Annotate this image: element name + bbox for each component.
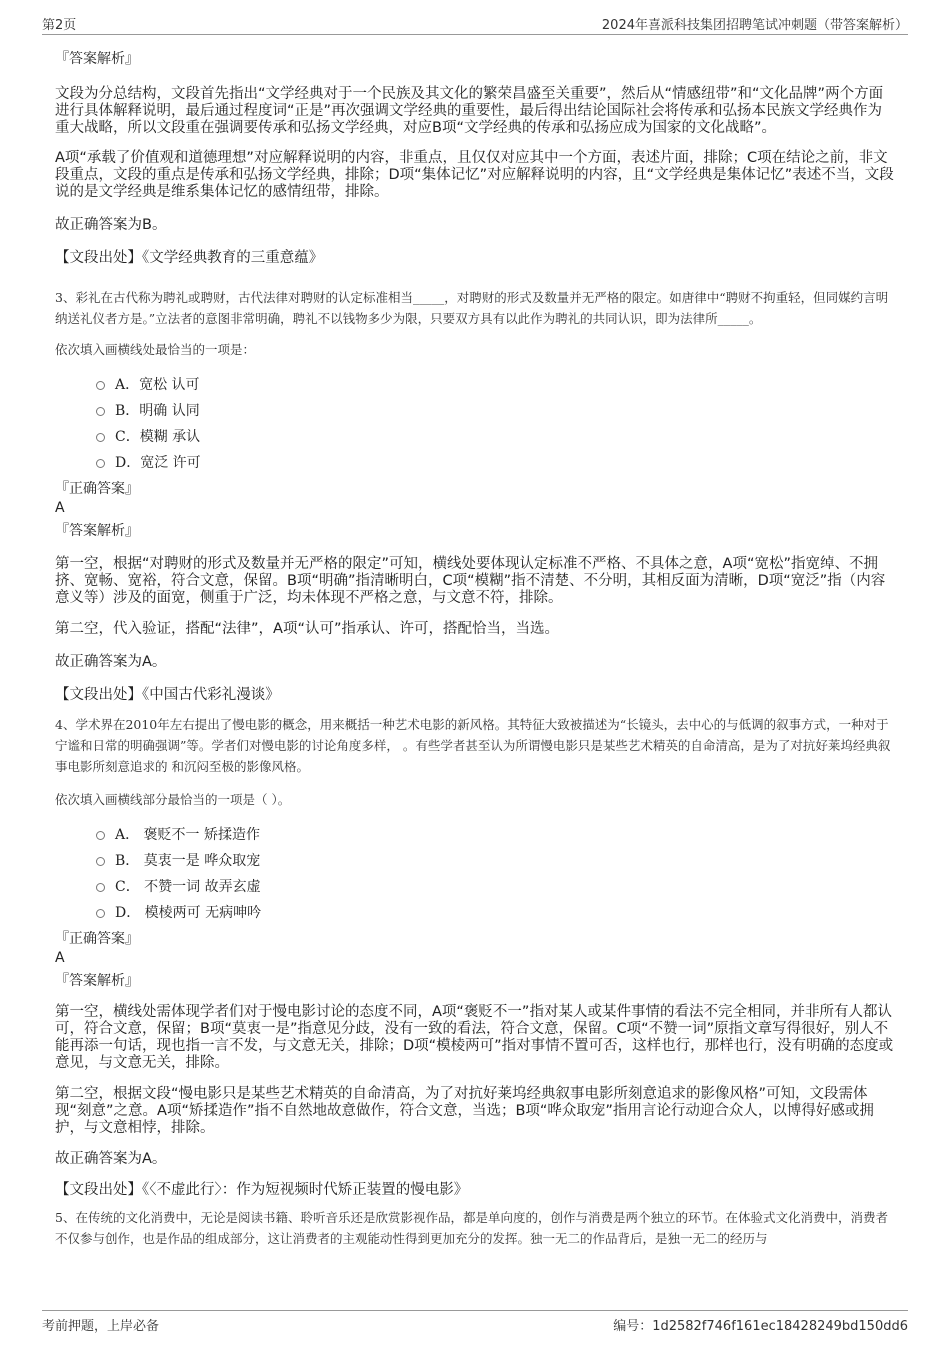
document-title: 2024年喜派科技集团招聘笔试冲刺题（带答案解析） [601,18,908,33]
analysis-paragraph: 第二空，代入验证，搭配“法律”，A项“认可”指承认、许可，搭配恰当，当选。 [55,621,559,637]
correct-answer: A [55,500,65,516]
option-label: C． 不赞一词 故弄玄虚 [115,879,261,895]
option-c[interactable] [55,424,895,450]
page-footer [42,1310,908,1335]
radio-button[interactable] [96,831,105,840]
option-b[interactable] [55,848,895,874]
question-stem: 4、学术界在2010年左右提出了慢电影的概念，用来概括一种艺术电影的新风格。其特征大致被描述为“长镜头，去中心的与低调的叙事方式，一种对于宁谧和日常的明确强调”等。学者们对慢电影的讨论角度多样， 。有些学者甚至认为所谓慢电影只是某些艺术精英的自命清高，是为了对抗好莱坞经典叙事电影所刻意追求的 和沉闷至极的影像风格。 [55,717,891,774]
option-label: B． 莫衷一是 哗众取宠 [115,853,261,869]
question-stem: 3、彩礼在古代称为聘礼或聘财，古代法律对聘财的认定标准相当_____，对聘财的形式及数量并无严格的限定。如唐律中“聘财不拘重轻，但同媒约言明纳送礼仪者方是。”立法者的意图非常明确，聘礼不以钱物多少为限，只要双方具有以此作为聘礼的共同认识，即为法律所_____。 [55,290,889,326]
option-label: A． 褒贬不一 矫揉造作 [115,827,261,843]
page-content [55,44,895,1249]
correct-answer-heading: 『正确答案』 [55,931,139,947]
question-stem: 5、在传统的文化消费中，无论是阅读书籍、聆听音乐还是欣赏影视作品，都是单向度的，创作与消费是两个独立的环节。在体验式文化消费中，消费者不仅参与创作，也是作品的组成部分，这让消费者的主观能动性得到更加充分的发挥。独一无二的作品背后，是独一无二的经历与 [55,1210,888,1246]
footer-slogan: 考前押题，上岸必备 [42,1319,160,1334]
option-label: B．明确 认同 [115,403,200,419]
source-citation: 【文段出处】《文学经典教育的三重意蕴》 [55,250,324,266]
correct-answer: A [55,950,65,966]
option-d[interactable] [55,450,895,476]
option-label: D．宽泛 许可 [115,455,201,471]
option-c[interactable] [55,874,895,900]
analysis-paragraph: 第二空，根据文段“慢电影只是某些艺术精英的自命清高，为了对抗好莱坞经典叙事电影所刻意追求的影像风格”可知，文段需体现“刻意”之意。A项“矫揉造作”指不自然地故意做作，符合文意，当选；B项“哗众取宠”指用言论行动迎合众人，以博得好感或拥护，与文意相悖，排除。 [55,1086,874,1136]
radio-button[interactable] [96,909,105,918]
option-a[interactable] [55,822,895,848]
radio-button[interactable] [96,459,105,468]
analysis-heading: 『答案解析』 [55,51,139,67]
radio-button[interactable] [96,381,105,390]
radio-button[interactable] [96,433,105,442]
page-number: 第2页 [42,18,77,33]
option-d[interactable] [55,900,895,926]
radio-button[interactable] [96,883,105,892]
option-a[interactable] [55,372,895,398]
answer-conclusion: 故正确答案为A。 [55,1151,167,1167]
document-id: 编号：1d2582f746f161ec18428249bd150dd6 [613,1319,908,1334]
option-list [55,822,895,926]
analysis-heading: 『答案解析』 [55,523,139,539]
analysis-paragraph: 文段为分总结构，文段首先指出“文学经典对于一个民族及其文化的繁荣昌盛至关重要”，然后从“情感纽带”和“文化品牌”两个方面进行具体解释说明，最后通过程度词“正是”再次强调文学经典的重要性，最后得出结论国际社会将传承和弘扬本民族文学经典作为重大战略，所以文段重在强调要传承和弘扬文学经典，对应B项“文学经典的传承和弘扬应成为国家的文化战略”。 [55,86,884,136]
option-label: A．宽松 认可 [115,377,200,393]
answer-conclusion: 故正确答案为A。 [55,654,167,670]
analysis-paragraph: 第一空，根据“对聘财的形式及数量并无严格的限定”可知，横线处要体现认定标准不严格、不具体之意，A项“宽松”指宽绰、不拥挤、宽畅、宽裕，符合文意，保留。B项“明确”指清晰明白，C项“模糊”指不清楚、不分明，其相反面为清晰，D项“宽泛”指（内容意义等）涉及的面宽，侧重于广泛，均未体现不严格之意，与文意不符，排除。 [55,556,886,606]
option-list [55,372,895,476]
source-citation: 【文段出处】《中国古代彩礼漫谈》 [55,687,280,703]
correct-answer-heading: 『正确答案』 [55,481,139,497]
radio-button[interactable] [96,857,105,866]
analysis-paragraph: A项“承载了价值观和道德理想”对应解释说明的内容，非重点，且仅仅对应其中一个方面，表述片面，排除；C项在结论之前，非文段重点，文段的重点是传承和弘扬文学经典，排除；D项“集体记忆”对应解释说明的内容，且“文学经典是集体记忆”表述不当，文段说的是文学经典是维系集体记忆的感情纽带，排除。 [55,150,894,200]
option-label: C．模糊 承认 [115,429,201,445]
answer-conclusion: 故正确答案为B。 [55,217,167,233]
option-b[interactable] [55,398,895,424]
page-header [42,12,908,35]
question-prompt: 依次填入画横线部分最恰当的一项是（ ）。 [55,792,291,807]
question-prompt: 依次填入画横线处最恰当的一项是： [55,342,256,357]
option-label: D． 模棱两可 无病呻吟 [115,905,262,921]
radio-button[interactable] [96,407,105,416]
analysis-heading: 『答案解析』 [55,973,139,989]
source-citation: 【文段出处】《〈不虚此行〉：作为短视频时代矫正装置的慢电影》 [55,1182,469,1198]
analysis-paragraph: 第一空，横线处需体现学者们对于慢电影讨论的态度不同，A项“褒贬不一”指对某人或某件事情的看法不完全相同，并非所有人都认可，符合文意，保留；B项“莫衷一是”指意见分歧，没有一致的看法，符合文意，保留。C项“不赞一词”原指文章写得很好，别人不能再添一句话，现也指一言不发，与文意无关，排除；D项“模棱两可”指对事情不置可否，这样也行，那样也行，没有明确的态度或意见，与文意无关，排除。 [55,1004,894,1071]
